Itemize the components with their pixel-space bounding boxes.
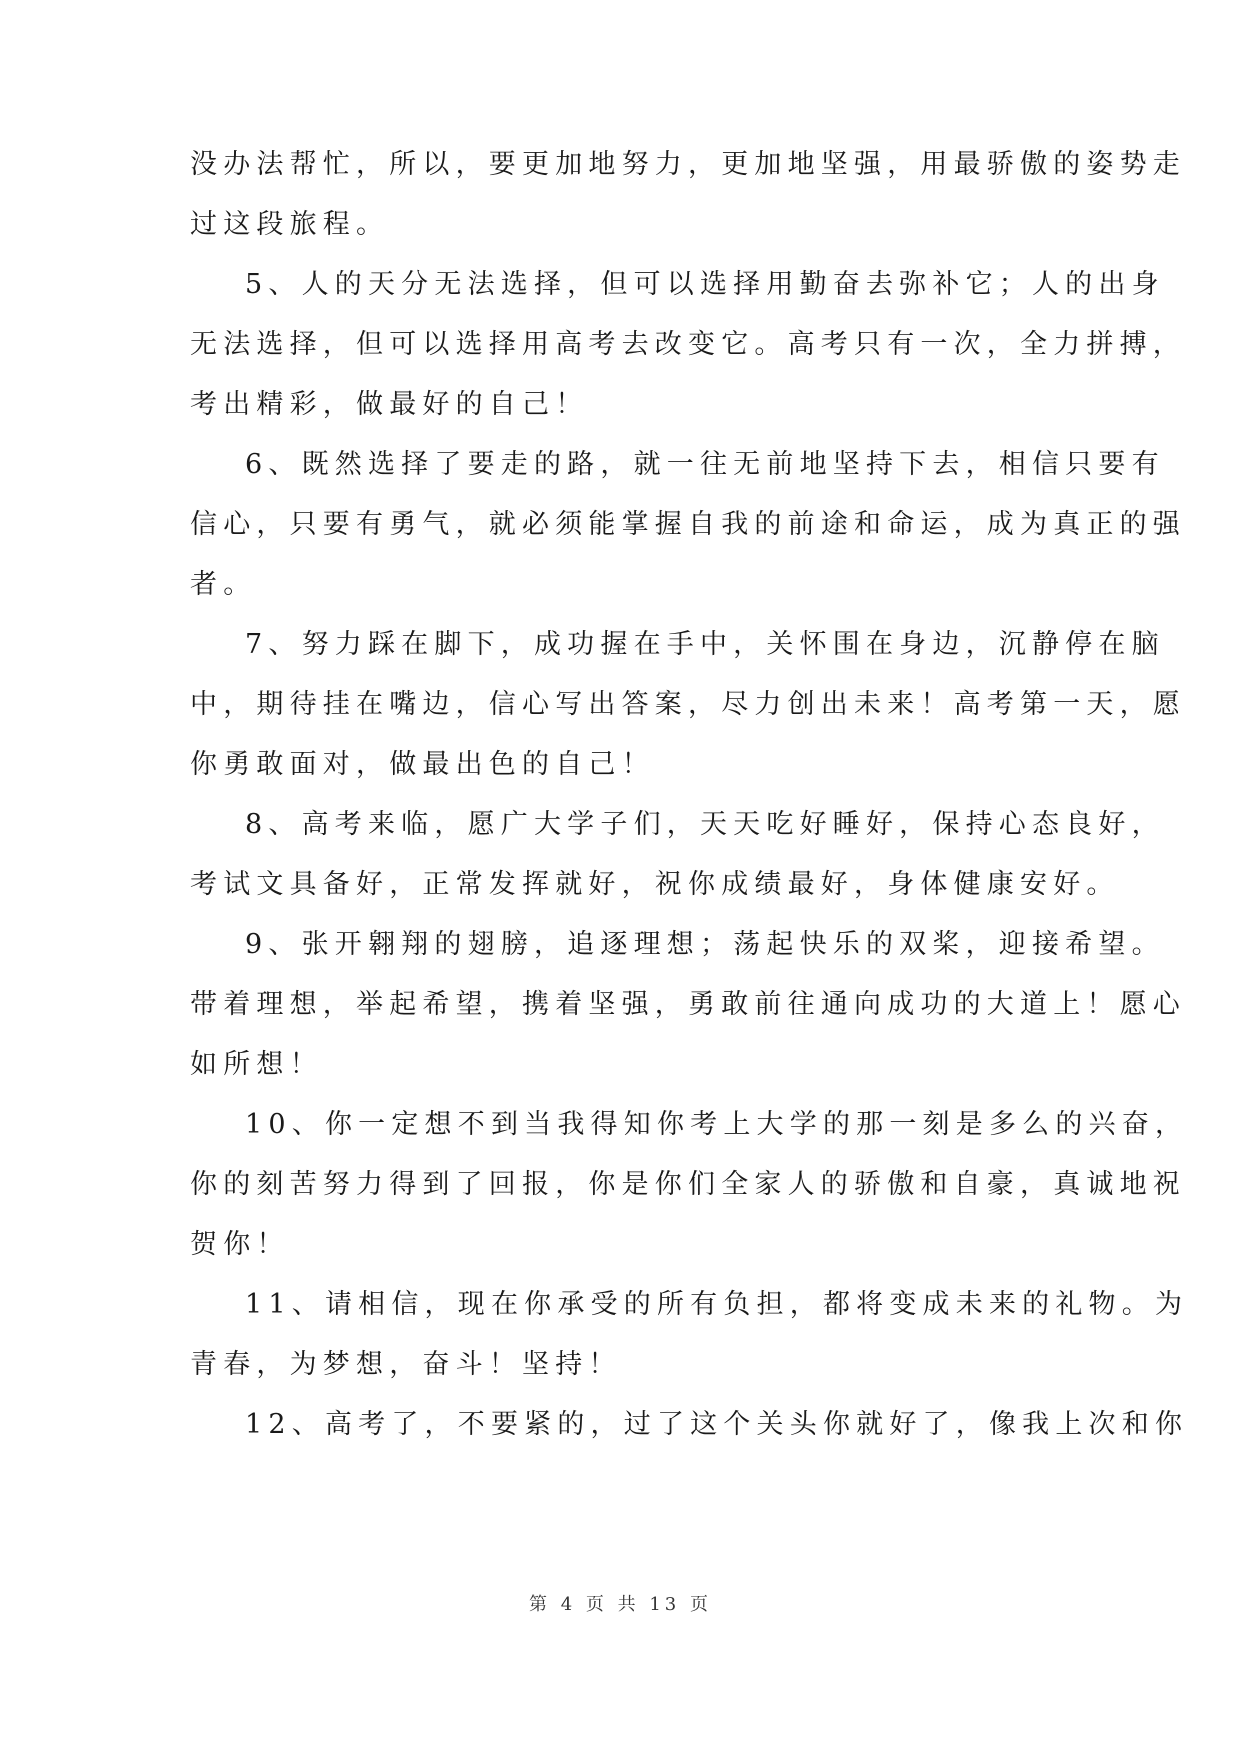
text-line: 过这段旅程。 xyxy=(190,209,390,240)
text-line: 考试文具备好，正常发挥就好，祝你成绩最好，身体健康安好。 xyxy=(190,869,1120,900)
text-line: 10、你一定想不到当我得知你考上大学的那一刻是多么的兴奋， xyxy=(245,1109,1189,1140)
text-line: 贺你！ xyxy=(190,1229,290,1260)
text-line: 无法选择，但可以选择用高考去改变它。高考只有一次，全力拼搏， xyxy=(190,329,1186,360)
text-line: 带着理想，举起希望，携着坚强，勇敢前往通向成功的大道上！愿心 xyxy=(190,989,1186,1020)
text-line: 你勇敢面对，做最出色的自己！ xyxy=(190,749,655,780)
text-line: 者。 xyxy=(190,569,257,600)
page-footer: 第 4 页 共 13 页 xyxy=(529,1594,712,1615)
text-line: 中，期待挂在嘴边，信心写出答案，尽力创出未来！高考第一天，愿 xyxy=(190,689,1186,720)
text-line: 如所想！ xyxy=(190,1049,323,1080)
text-line: 5、人的天分无法选择，但可以选择用勤奋去弥补它；人的出身 xyxy=(245,269,1165,300)
text-line: 信心，只要有勇气，就必须能掌握自我的前途和命运，成为真正的强 xyxy=(190,509,1186,540)
text-line: 青春，为梦想，奋斗！坚持！ xyxy=(190,1349,622,1380)
text-line: 12、高考了，不要紧的，过了这个关头你就好了，像我上次和你 xyxy=(245,1409,1189,1440)
text-line: 8、高考来临，愿广大学子们，天天吃好睡好，保持心态良好， xyxy=(245,809,1165,840)
text-line: 6、既然选择了要走的路，就一往无前地坚持下去，相信只要有 xyxy=(245,449,1165,480)
text-line: 考出精彩，做最好的自己！ xyxy=(190,389,589,420)
text-line: 9、张开翱翔的翅膀，追逐理想；荡起快乐的双桨，迎接希望。 xyxy=(245,929,1165,960)
text-line: 7、努力踩在脚下，成功握在手中，关怀围在身边，沉静停在脑 xyxy=(245,629,1165,660)
text-line: 11、请相信，现在你承受的所有负担，都将变成未来的礼物。为 xyxy=(245,1289,1189,1320)
text-line: 你的刻苦努力得到了回报，你是你们全家人的骄傲和自豪，真诚地祝 xyxy=(190,1169,1186,1200)
text-line: 没办法帮忙，所以，要更加地努力，更加地坚强，用最骄傲的姿势走 xyxy=(190,149,1186,180)
